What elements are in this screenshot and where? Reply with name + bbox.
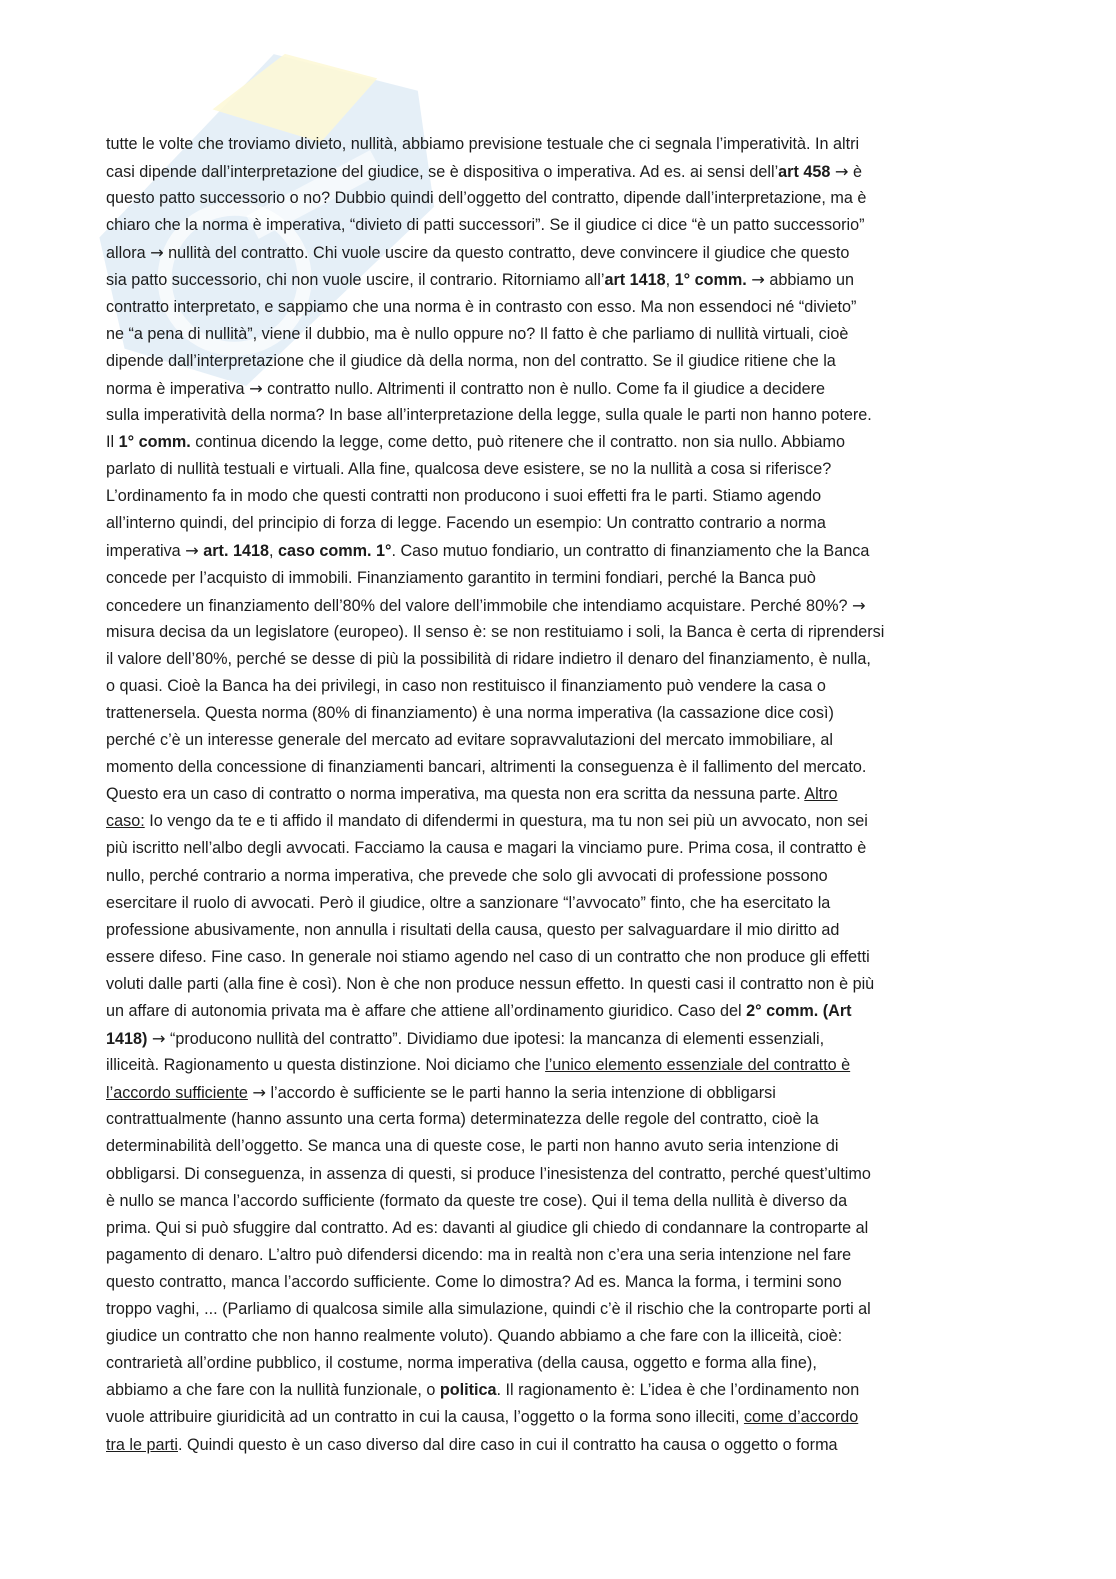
text-line	[106, 239, 1002, 266]
text-line	[106, 375, 1002, 402]
document-text	[106, 131, 1002, 1459]
text-segment: . Quindi questo è un caso diverso dal dire caso in cui il contratto ha causa o oggetto o forma	[177, 1435, 838, 1454]
text-line	[106, 1025, 1002, 1052]
bold-text: caso comm. 1°	[277, 542, 392, 561]
text-segment: all’interno quindi, del principio di forza di legge. Facendo un esempio: Un contratto contrario a norma	[106, 514, 826, 533]
text-line	[106, 402, 1002, 429]
text-segment: contrarietà all’ordine pubblico, il costume, norma imperativa (della causa, oggetto e forma alla fine),	[106, 1354, 817, 1373]
text-segment: . Caso mutuo fondiario, un contratto di finanziamento che la Banca	[391, 542, 870, 561]
text-segment: abbiamo un	[764, 271, 854, 290]
text-segment: questo patto successorio o no? Dubbio quindi dell’oggetto del contratto, dipende dall’interpretazione, ma è	[106, 189, 867, 208]
text-segment: ne “a pena di nullità”, viene il dubbio, ma è nullo oppure no? Il fatto è che parliamo di nullità virtuali, cioè	[106, 324, 849, 343]
text-line	[106, 592, 1002, 619]
arrow-right-icon: →	[151, 1029, 166, 1049]
text-line	[106, 565, 1002, 592]
text-line	[106, 321, 1002, 348]
text-segment: norma è imperativa	[106, 379, 250, 398]
text-segment: più iscritto nell’albo degli avvocati. Facciamo la causa e magari la vinciamo pure. Prima cosa, il contratto è	[106, 839, 867, 858]
text-line	[106, 1133, 1002, 1160]
text-segment: chiaro che la norma è imperativa, “divieto di patti successori”. Se il giudice ci dice “è un patto successorio”	[106, 216, 865, 235]
text-line	[106, 1269, 1002, 1296]
text-line	[106, 808, 1002, 835]
text-segment: voluti dalle parti (alla fine è così). Non è che non produce nessun effetto. In questi casi il contratto non è più	[106, 974, 875, 993]
text-segment: esercitare il ruolo di avvocati. Però il giudice, oltre a sanzionare “l’avvocato” finto, che ha esercitato la	[106, 893, 831, 912]
text-line	[106, 754, 1002, 781]
text-line	[106, 158, 1002, 185]
text-segment: contratto interpretato, e sappiamo che una norma è in contrasto con esso. Ma non essendoci né “divieto”	[106, 297, 857, 316]
arrow-right-icon: →	[150, 243, 164, 263]
text-segment: trattenersela. Questa norma (80% di finanziamento) è una norma imperativa (la cassazione dice così)	[106, 703, 834, 722]
text-line	[106, 944, 1002, 971]
text-line	[106, 1296, 1002, 1323]
text-line	[106, 835, 1002, 862]
text-segment: momento della concessione di finanziamenti bancari, altrimenti la conseguenza è il fallimento del mercato.	[106, 758, 867, 777]
text-line	[106, 781, 1002, 808]
arrow-right-icon: →	[834, 162, 849, 182]
text-segment: Io vengo da te e ti affido il mandato di difendermi in questura, ma tu non sei più un avvocato, non sei	[144, 812, 868, 831]
text-segment: sia patto successorio, chi non vuole uscire, il contrario. Ritorniamo all’	[106, 271, 605, 290]
text-line	[106, 700, 1002, 727]
bold-text: 1° comm.	[674, 271, 747, 290]
text-segment: misura decisa da un legislatore (europeo). Il senso è: se non restituiamo i soli, la Banca è certa di riprendersi	[106, 622, 885, 641]
text-segment: imperativa	[106, 542, 186, 561]
text-segment: questo contratto, manca l’accordo sufficiente. Come lo dimostra? Ad es. Manca la forma, i termini sono	[106, 1272, 842, 1291]
text-segment: abbiamo a che fare con la nullità funzionale, o	[106, 1381, 440, 1400]
text-line	[106, 537, 1002, 564]
text-line	[106, 1323, 1002, 1350]
arrow-right-icon: →	[252, 1083, 266, 1103]
text-line	[106, 185, 1002, 212]
text-segment: essere difeso. Fine caso. In generale noi stiamo agendo nel caso di un contratto che non produce gli effetti	[106, 947, 870, 966]
text-segment: parlato di nullità testuali e virtuali. Alla fine, qualcosa deve esistere, se no la nullità a cosa si riferisce?	[106, 460, 832, 479]
text-line	[106, 510, 1002, 537]
text-segment: illiceità. Ragionamento u questa distinzione. Noi diciamo che	[106, 1056, 546, 1075]
bold-text: art 458	[778, 163, 831, 182]
text-line	[106, 1188, 1002, 1215]
text-segment: pagamento di denaro. L’altro può difendersi dicendo: ma in realtà non c’era una seria intenzione nel fare	[106, 1245, 852, 1264]
bold-text: 1° comm.	[118, 433, 191, 452]
underlined-text: l’unico elemento essenziale del contratto è	[545, 1056, 851, 1075]
text-line	[106, 1106, 1002, 1133]
arrow-right-icon: →	[851, 595, 866, 615]
text-segment: L’ordinamento fa in modo che questi contratti non producono i suoi effetti fra le parti. Stiamo agendo	[106, 487, 822, 506]
text-segment: dipende dall’interpretazione che il giudice dà della norma, non del contratto. Se il giudice ritiene che la	[106, 351, 836, 370]
text-line	[106, 863, 1002, 890]
text-segment: sulla imperatività della norma? In base all’interpretazione della legge, sulla quale le parti non hanno potere.	[106, 405, 872, 424]
text-segment: Questo era un caso di contratto o norma imperativa, ma questa non era scritta da nessuna parte.	[106, 785, 805, 804]
text-segment: allora	[106, 244, 151, 263]
text-line	[106, 971, 1002, 998]
text-line	[106, 619, 1002, 646]
underlined-text: come d’accordo	[743, 1408, 859, 1427]
text-segment: ,	[665, 271, 675, 290]
text-line	[106, 646, 1002, 673]
text-line	[106, 1377, 1002, 1404]
bold-text: art. 1418	[203, 542, 269, 561]
text-segment: il valore dell’80%, perché se desse di più la possibilità di ridare indietro il denaro del finanziamento, è nulla,	[106, 649, 871, 668]
text-segment: professione abusivamente, non annulla i risultati della causa, questo per salvaguardare il mio diritto ad	[106, 920, 840, 939]
text-segment: nullità del contratto. Chi vuole uscire da questo contratto, deve convincere il giudice che questo	[163, 244, 850, 263]
text-segment: Il	[106, 433, 119, 452]
text-line	[106, 998, 1002, 1025]
text-segment: concede per l’acquisto di immobili. Finanziamento garantito in termini fondiari, perché la Banca può	[106, 568, 816, 587]
text-segment: . Il ragionamento è: L’idea è che l’ordinamento non	[496, 1381, 860, 1400]
text-line	[106, 348, 1002, 375]
arrow-right-icon: →	[185, 541, 199, 561]
text-line	[106, 1215, 1002, 1242]
text-line	[106, 429, 1002, 456]
text-segment: perché c’è un interesse generale del mercato ad evitare sopravvalutazioni del mercato immobiliare, al	[106, 731, 834, 750]
text-line	[106, 1432, 1002, 1459]
text-segment: l’accordo è sufficiente se le parti hanno la seria intenzione di obbligarsi	[265, 1084, 776, 1103]
text-line	[106, 1079, 1002, 1106]
text-line	[106, 212, 1002, 239]
text-line	[106, 131, 1002, 158]
text-segment: “producono nullità del contratto”. Dividiamo due ipotesi: la mancanza di elementi essenziali,	[165, 1030, 825, 1049]
text-line	[106, 890, 1002, 917]
bold-text: 2° comm. (Art	[746, 1002, 852, 1020]
underlined-text: Altro	[804, 785, 838, 804]
text-line	[106, 456, 1002, 483]
text-line	[106, 1404, 1002, 1431]
text-segment: tutte le volte che troviamo divieto, nullità, abbiamo previsione testuale che ci segnala l’imperatività. In altri	[106, 135, 860, 153]
text-segment: ,	[268, 542, 278, 561]
text-segment: contrattualmente (hanno assunto una certa forma) determinatezza delle regole del contratto, cioè la	[106, 1110, 819, 1129]
bold-text: 1418)	[106, 1030, 148, 1049]
text-segment: contratto nullo. Altrimenti il contratto non è nullo. Come fa il giudice a decidere	[262, 379, 826, 398]
text-line	[106, 266, 1002, 293]
text-line	[106, 1052, 1002, 1079]
text-line	[106, 1161, 1002, 1188]
bold-text: politica	[439, 1381, 497, 1400]
text-line	[106, 917, 1002, 944]
text-line	[106, 483, 1002, 510]
text-segment: è	[848, 163, 862, 182]
text-segment: determinabilità dell’oggetto. Se manca una di queste cose, le parti non hanno avuto seria intenzione di	[106, 1137, 839, 1156]
text-segment: prima. Qui si può sfuggire dal contratto. Ad es: davanti al giudice gli chiedo di condannare la controparte al	[106, 1218, 869, 1237]
text-segment: troppo vaghi, ... (Parliamo di qualcosa simile alla simulazione, quindi c’è il rischio che la controparte porti al	[106, 1300, 871, 1319]
underlined-text: tra le parti	[106, 1435, 178, 1454]
bold-text: art 1418	[604, 271, 666, 290]
text-segment: nullo, perché contrario a norma imperativa, che prevede che solo gli avvocati di professione possono	[106, 866, 828, 885]
text-segment: è nullo se manca l’accordo sufficiente (formato da queste tre cose). Qui il tema della nullità è diverso da	[106, 1191, 848, 1210]
text-segment: vuole attribuire giuridicità ad un contratto in cui la causa, l’oggetto o la forma sono illeciti,	[106, 1408, 744, 1427]
text-segment: concedere un finanziamento dell’80% del valore dell’immobile che intendiamo acquistare. Perché 80%?	[106, 596, 852, 615]
underlined-text: l’accordo sufficiente	[106, 1084, 248, 1103]
arrow-right-icon: →	[249, 378, 263, 398]
text-segment: continua dicendo la legge, come detto, può ritenere che il contratto. non sia nullo. Abbiamo	[190, 433, 845, 452]
underlined-text: caso:	[106, 812, 145, 831]
text-line	[106, 1242, 1002, 1269]
text-line	[106, 294, 1002, 321]
text-line	[106, 673, 1002, 700]
text-segment: un affare di autonomia privata ma è affare che attiene all’ordinamento giuridico. Caso del	[106, 1002, 747, 1020]
text-segment: obbligarsi. Di conseguenza, in assenza di questi, si produce l’inesistenza del contratto, perché quest’ultimo	[106, 1164, 871, 1183]
text-line	[106, 727, 1002, 754]
arrow-right-icon: →	[751, 270, 765, 290]
text-line	[106, 1350, 1002, 1377]
text-segment: o quasi. Cioè la Banca ha dei privilegi, in caso non restituisco il finanziamento può vendere la casa o	[106, 676, 826, 695]
text-segment: casi dipende dall’interpretazione del giudice, se è dispositiva o imperativa. Ad es. ai sensi dell’	[106, 163, 779, 182]
text-segment: giudice un contratto che non hanno realmente voluto). Quando abbiamo a che fare con la illiceità, cioè:	[106, 1327, 843, 1346]
